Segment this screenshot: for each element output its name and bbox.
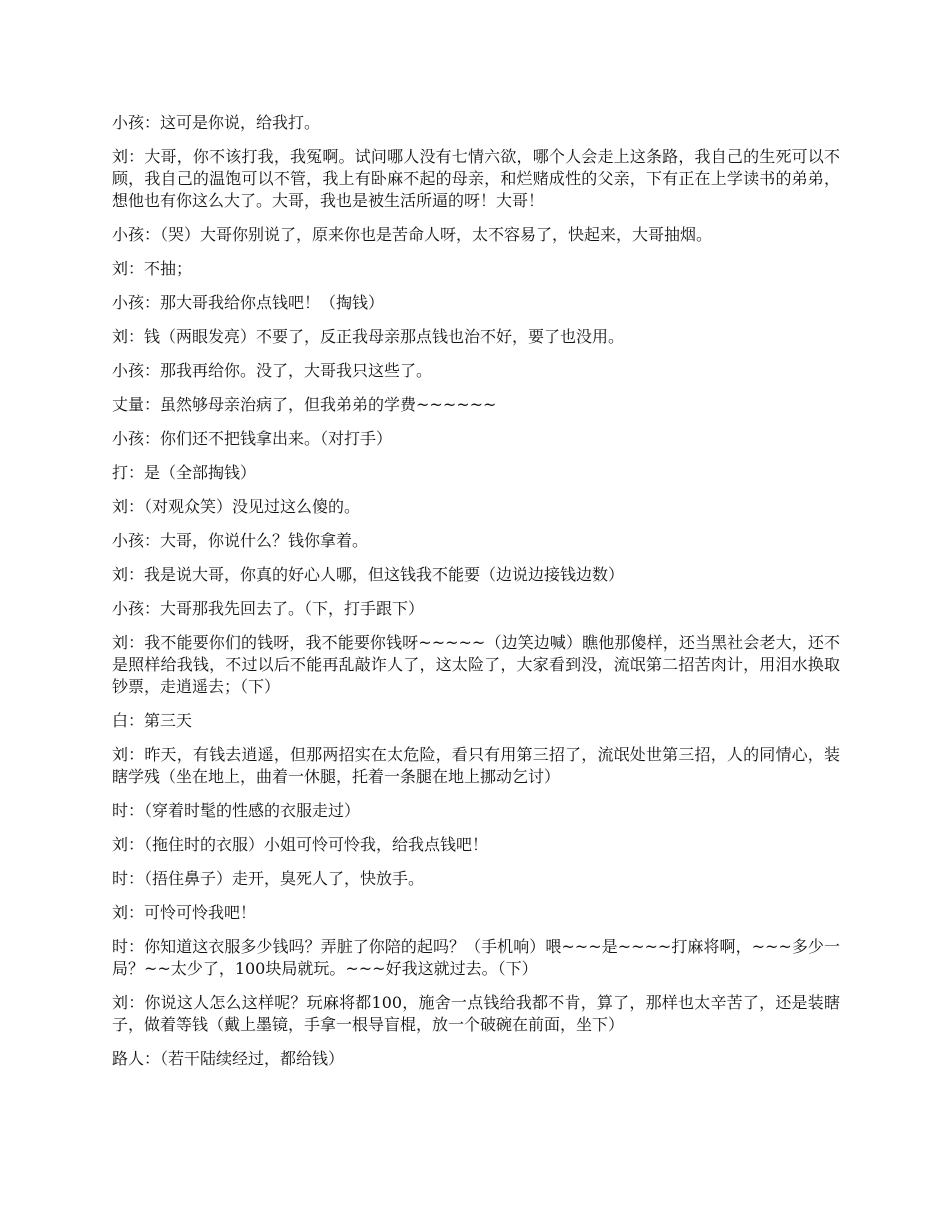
script-line: 小孩：大哥那我先回去了。（下，打手跟下）: [112, 599, 425, 618]
script-line: 时：（捂住鼻子）走开，臭死人了，快放手。: [112, 869, 425, 888]
script-line: 小孩：（哭）大哥你别说了，原来你也是苦命人呀，太不容易了，快起来，大哥抽烟。: [112, 225, 713, 244]
script-line: 小孩：这可是你说，给我打。: [112, 113, 321, 132]
script-line: 刘：钱（两眼发亮）不要了，反正我母亲那点钱也治不好，要了也没用。: [112, 327, 625, 346]
document-body: [112, 112, 840, 1082]
script-line: 刘：昨天，有钱去逍遥，但那两招实在太危险，看只有用第三招了，流氓处世第三招，人的同情心，装瞎学残（坐在地上，曲着一休腿，托着一条腿在地上挪动乞讨）: [112, 745, 840, 786]
script-line: 刘：我是说大哥，你真的好心人哪，但这钱我不能要（边说边接钱边数）: [112, 565, 625, 584]
script-line: 时：你知道这衣服多少钱吗？弄脏了你陪的起吗？（手机响）喂~~~是~~~~打麻将啊，~~~多少一局？~~太少了，100块局就玩。~~~好我这就过去。（下）: [112, 937, 840, 978]
script-line: 小孩：你们还不把钱拿出来。（对打手）: [112, 429, 393, 448]
script-line: 刘：不抽；: [112, 259, 193, 278]
script-line: 刘：可怜可怜我吧！: [112, 903, 257, 922]
script-line: 刘：我不能要你们的钱呀，我不能要你钱呀~~~~~（边笑边喊）瞧他那傻样，还当黑社会老大，还不是照样给我钱，不过以后不能再乱敲诈人了，这太险了，大家看到没，流氓第二招苦肉计，用泪水换取钞票，走逍遥去；（下）: [112, 633, 840, 696]
script-line: 刘：（拖住时的衣服）小姐可怜可怜我，给我点钱吧！: [112, 835, 489, 854]
script-line: 小孩：那我再给你。没了，大哥我只这些了。: [112, 361, 433, 380]
script-line: 小孩：大哥，你说什么？钱你拿着。: [112, 531, 369, 550]
script-line: 小孩：那大哥我给你点钱吧！（掏钱）: [112, 293, 385, 312]
script-line: 刘：你说这人怎么这样呢？玩麻将都100，施舍一点钱给我都不肯，算了，那样也太辛苦了，还是装瞎子，做着等钱（戴上墨镜，手拿一根导盲棍，放一个破碗在前面，坐下）: [112, 993, 840, 1034]
script-line: 刘：（对观众笑）没见过这么傻的。: [112, 497, 361, 516]
script-line: 时：（穿着时髦的性感的衣服走过）: [112, 801, 361, 820]
script-line: 路人：（若干陆续经过，都给钱）: [112, 1049, 345, 1068]
script-line: 白：第三天: [112, 711, 193, 730]
script-line: 丈量：虽然够母亲治病了，但我弟弟的学费~~~~~~: [112, 395, 497, 414]
script-line: 刘：大哥，你不该打我，我冤啊。试问哪人没有七情六欲，哪个人会走上这条路，我自己的生死可以不顾，我自己的温饱可以不管，我上有卧麻不起的母亲，和烂赌成性的父亲，下有正在上学读书的弟弟，想他也有你这么大了。大哥，我也是被生活所逼的呀！大哥！: [112, 147, 840, 210]
script-line: 打：是（全部掏钱）: [112, 463, 257, 482]
